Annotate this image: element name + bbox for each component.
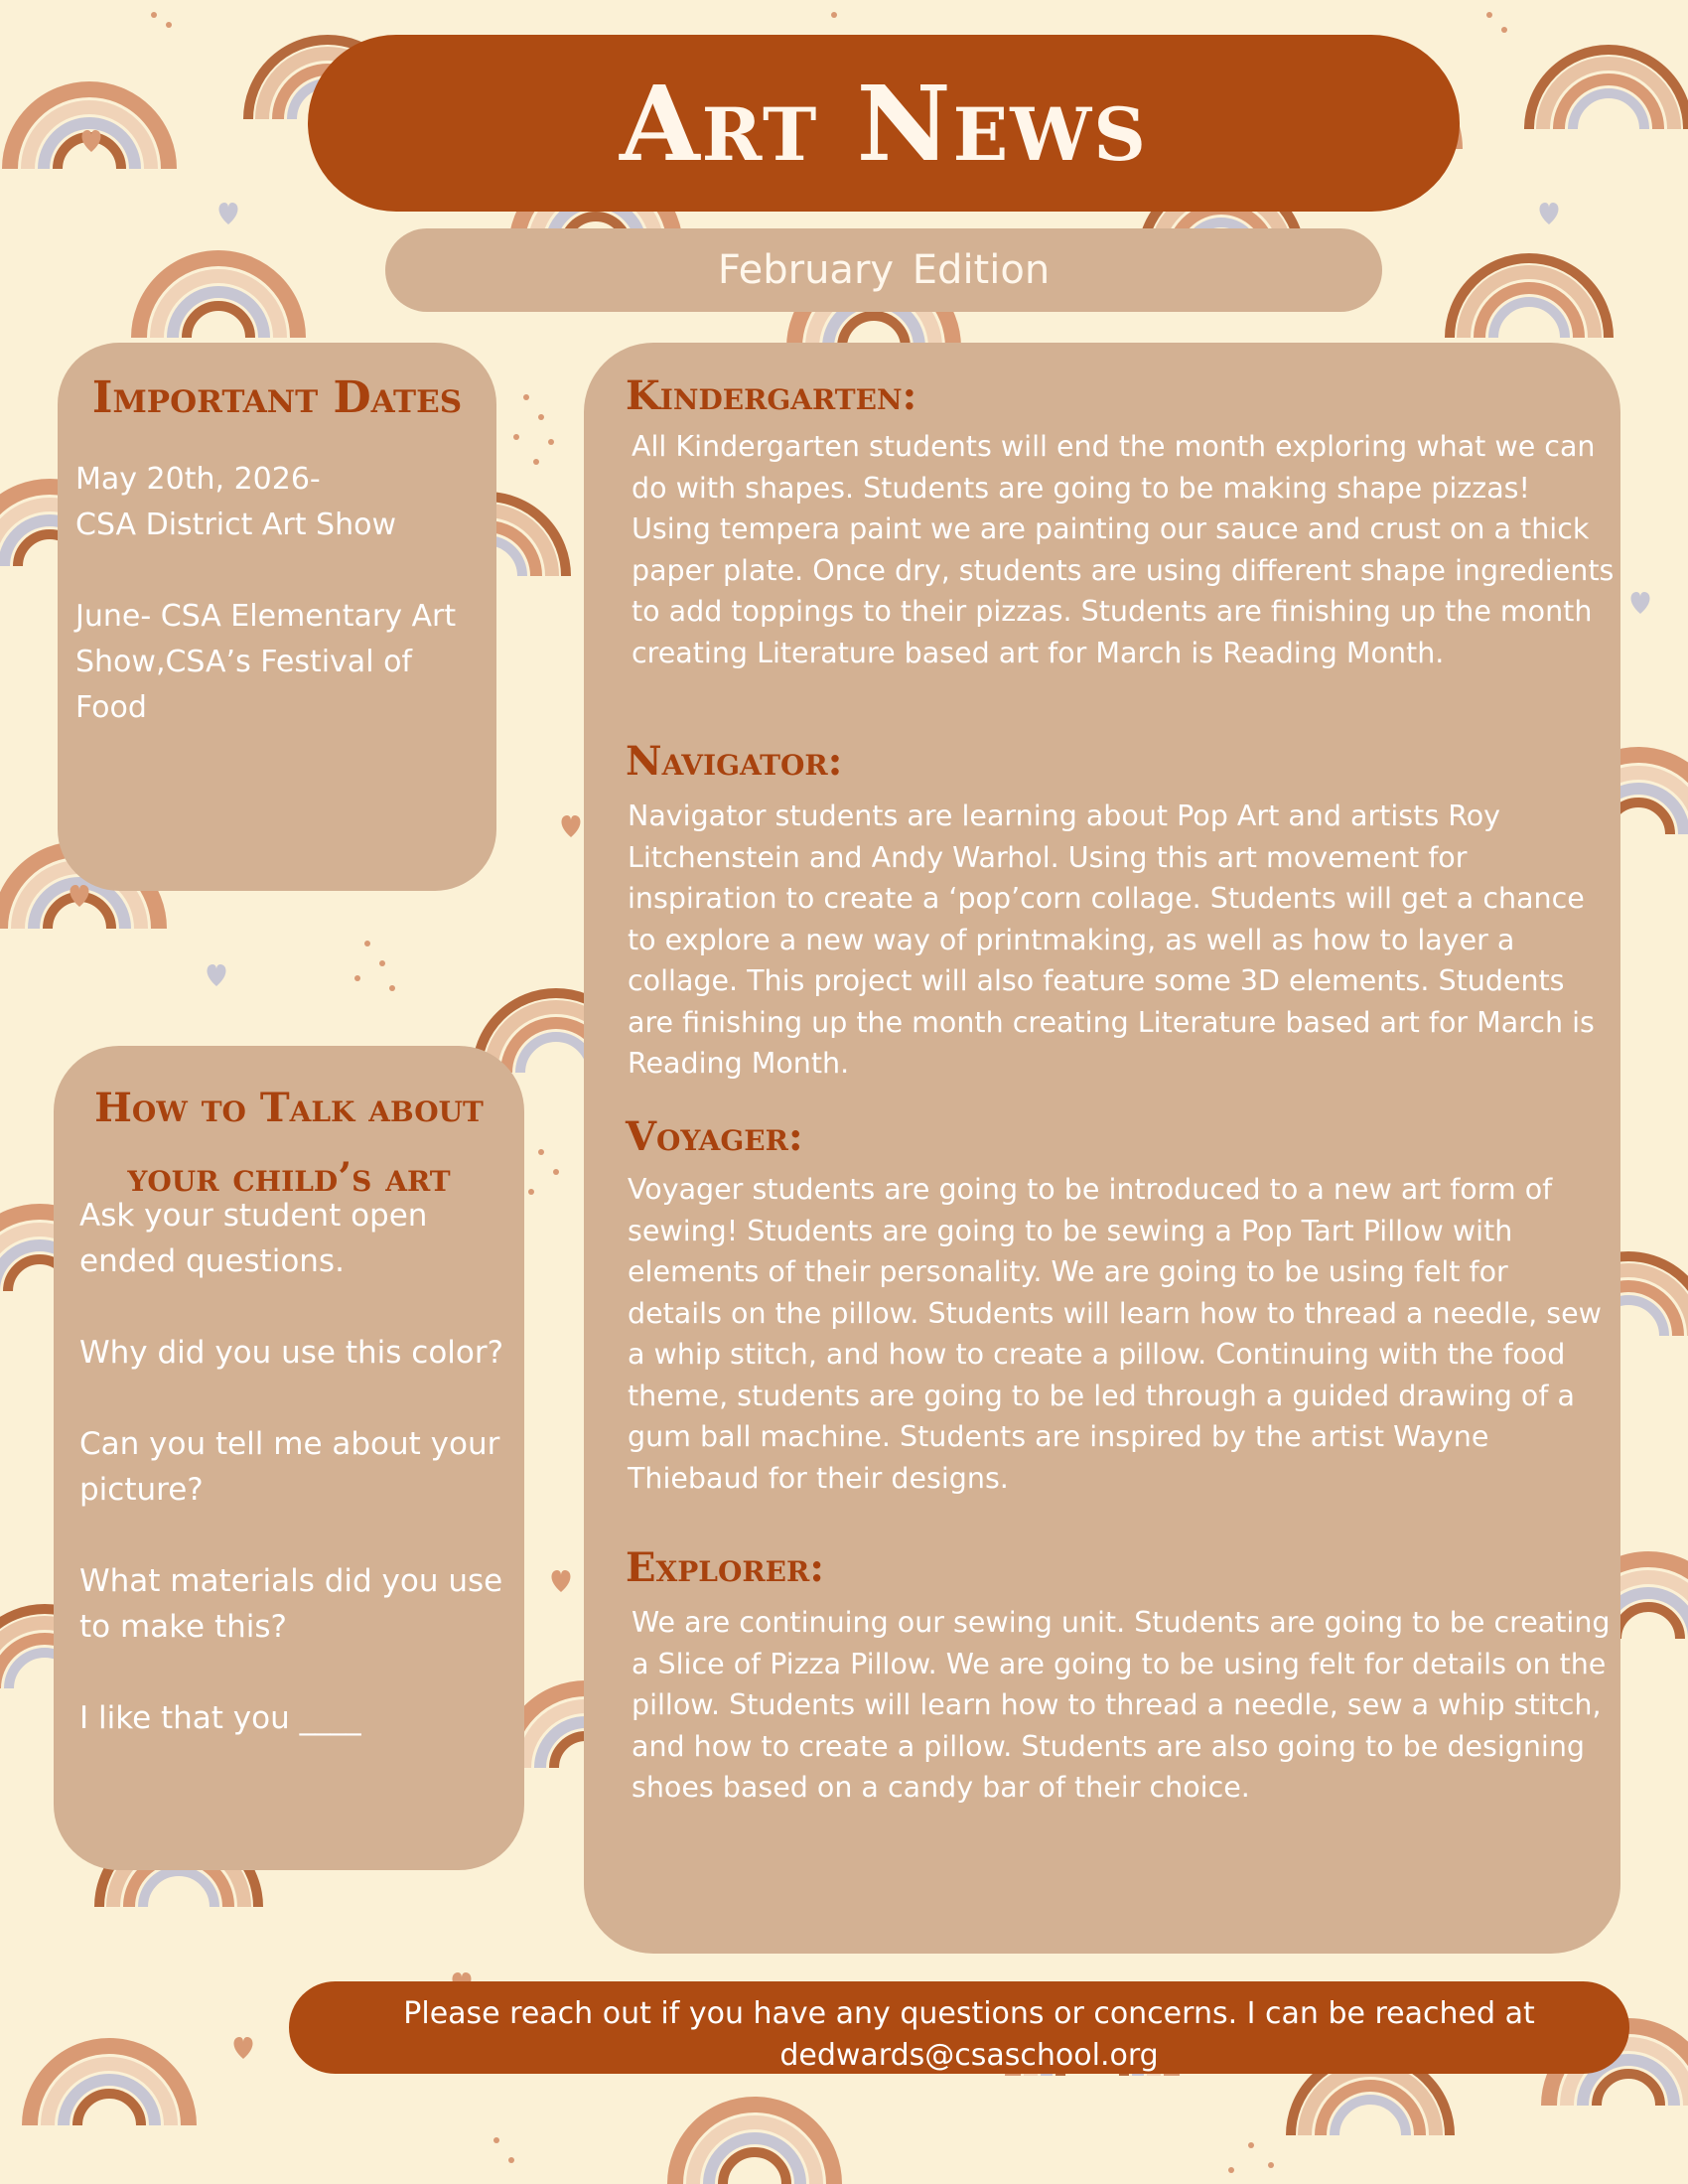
- navigator-heading: Navigator:: [626, 738, 843, 785]
- talk-about-art-heading: How to Talk about your child’s art: [94, 1085, 484, 1201]
- edition-label: February Edition: [717, 247, 1051, 293]
- important-dates-heading: Important Dates: [91, 372, 463, 423]
- voyager-heading: Voyager:: [626, 1113, 803, 1160]
- edition-banner: [385, 228, 1382, 312]
- title-banner: [308, 35, 1460, 212]
- voyager-text: Voyager students are going to be introduced to a new art form of sewing! Students are going to be sewing a Pop Tart Pillow with elements of their personality. We are going to be using felt for details on the pillow. Students will learn how to thread a needle, sew a whip stitch, and how to create a pillow. Continuing with the food theme, students are going to be led through a guided drawing of a gum ball machine. Students are inspired by the artist Wayne Thiebaud for their designs.: [628, 1173, 1602, 1495]
- page-title: Art News: [619, 62, 1148, 185]
- talk-about-art-text: Ask your student open ended questions. Why did you use this color? Can you tell me about your picture? What materials did you use to make this? I like that you ____: [79, 1198, 504, 1736]
- kindergarten-heading: Kindergarten:: [626, 372, 917, 419]
- explorer-text: We are continuing our sewing unit. Students are going to be creating a Slice of Pizza Pillow. We are going to be using felt for details on the pillow. Students will learn how to thread a needle, sew a whip stitch, and how to create a pillow. Students are also going to be designing shoes based on a candy bar of their choice.: [632, 1606, 1611, 1804]
- navigator-text: Navigator students are learning about Pop Art and artists Roy Litchenstein and Andy Warhol. Using this art movement for inspiration to create a ‘pop’corn collage. Students will get a chance to explore a new way of printmaking, as well as how to layer a collage. This project will also feature some 3D elements. Students are finishing up the month creating Literature based art for March is Reading Month.: [628, 800, 1595, 1080]
- grade-sections-panel: [584, 343, 1620, 1954]
- contact-text: Please reach out if you have any questions or concerns. I can be reached at dedwards@csaschool.org: [403, 1996, 1535, 2073]
- important-dates-panel: [58, 343, 496, 891]
- important-dates-text: May 20th, 2026- CSA District Art Show June- CSA Elementary Art Show,CSA’s Festival of Food: [75, 462, 457, 725]
- contact-footer: [289, 1981, 1629, 2074]
- talk-about-art-panel: [54, 1046, 524, 1870]
- kindergarten-text: All Kindergarten students will end the month exploring what we can do with shapes. Students are going to be making shape pizzas! Using tempera paint we are painting our sauce and crust on a thick paper plate. Once dry, students are using different shape ingredients to add toppings to their pizzas. Students are finishing up the month creating Literature based art for March is Reading Month.: [632, 430, 1615, 669]
- explorer-heading: Explorer:: [626, 1544, 824, 1591]
